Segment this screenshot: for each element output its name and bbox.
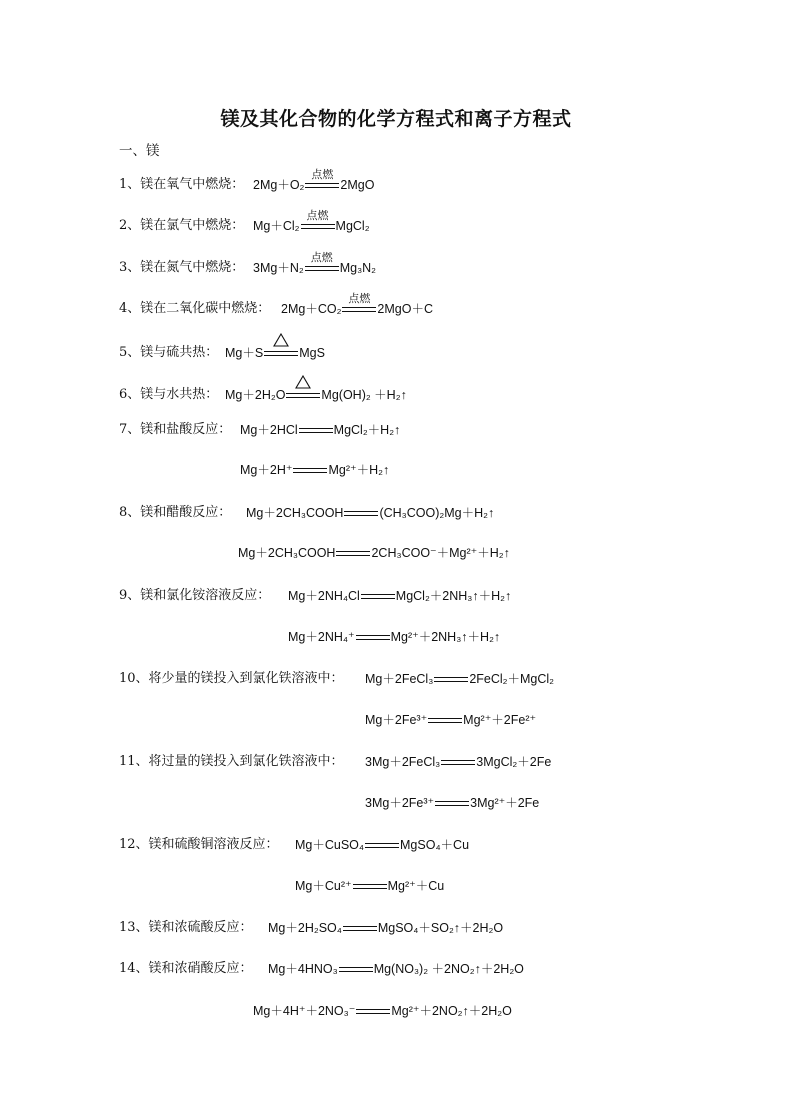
equation-products: 3MgCl₂＋2Fe bbox=[476, 755, 552, 769]
equals-bar bbox=[343, 926, 377, 927]
equation bbox=[225, 386, 407, 404]
equals-bar bbox=[293, 468, 327, 469]
equation bbox=[288, 628, 500, 646]
equation-reactants: Mg＋2FeCl₃ bbox=[365, 672, 434, 686]
equals-bar bbox=[435, 805, 469, 806]
equation-products: Mg²⁺＋2Fe²⁺ bbox=[463, 713, 537, 727]
equation bbox=[246, 504, 494, 522]
equation-products: Mg(OH)₂ ＋H₂↑ bbox=[321, 388, 407, 402]
equation-products: Mg₃N₂ bbox=[339, 261, 377, 275]
equals-sign bbox=[353, 883, 387, 891]
equation-reactants: Mg＋2H₂O bbox=[225, 388, 286, 402]
equals-bar bbox=[428, 718, 462, 719]
equals-bar bbox=[336, 555, 370, 556]
equation-products: 2MgO＋C bbox=[377, 302, 433, 316]
equals-bar bbox=[435, 801, 469, 802]
equation-products: Mg(NO₃)₂ ＋2NO₂↑＋2H₂O bbox=[373, 962, 524, 976]
equation-label: 14、镁和浓硝酸反应： bbox=[119, 961, 253, 976]
equation-reactants: Mg＋2NH₄⁺ bbox=[288, 630, 355, 644]
equals-bar bbox=[293, 472, 327, 473]
equals-sign bbox=[342, 291, 376, 314]
equals-sign bbox=[305, 167, 339, 190]
reaction-condition: 点燃 bbox=[306, 208, 329, 222]
equals-bar bbox=[299, 432, 333, 433]
equals-sign bbox=[336, 550, 370, 558]
equals-sign bbox=[365, 842, 399, 850]
equals-bar bbox=[353, 888, 387, 889]
equation-reactants: Mg＋2CH₃COOH bbox=[246, 506, 344, 520]
equation-reactants: Mg＋2HCl bbox=[240, 423, 298, 437]
reaction-condition: 点燃 bbox=[311, 167, 334, 181]
equals-bar bbox=[365, 847, 399, 848]
equation-label: 12、镁和硫酸铜溶液反应： bbox=[119, 837, 279, 852]
equation-products: MgCl₂＋H₂↑ bbox=[333, 423, 401, 437]
equation bbox=[253, 250, 377, 277]
equation-label: 10、将少量的镁投入到氯化铁溶液中： bbox=[119, 671, 344, 686]
equation bbox=[238, 544, 510, 562]
equation bbox=[253, 1002, 512, 1020]
equals-sign bbox=[344, 510, 378, 518]
equals-bar bbox=[356, 1009, 390, 1010]
equation-reactants: Mg＋2H⁺ bbox=[240, 463, 293, 477]
equals-bar bbox=[342, 311, 376, 312]
equation-reactants: Mg＋CuSO₄ bbox=[295, 838, 365, 852]
equals-sign bbox=[361, 593, 395, 601]
equals-sign bbox=[356, 1008, 390, 1016]
equation-products: MgS bbox=[299, 346, 325, 360]
equation-products: Mg²⁺＋2NH₃↑＋H₂↑ bbox=[390, 630, 501, 644]
equation bbox=[295, 877, 444, 895]
heat-triangle-icon bbox=[273, 333, 289, 347]
equation-products: (CH₃COO)₂Mg＋H₂↑ bbox=[379, 506, 495, 520]
equation-products: 2CH₃COO⁻＋Mg²⁺＋H₂↑ bbox=[371, 546, 510, 560]
equation bbox=[365, 711, 536, 729]
equals-bar bbox=[434, 677, 468, 678]
equals-sign bbox=[356, 634, 390, 642]
equals-bar bbox=[428, 722, 462, 723]
equals-bar bbox=[305, 187, 339, 188]
equation bbox=[365, 794, 539, 812]
equation-reactants: 3Mg＋N₂ bbox=[253, 261, 304, 275]
heat-triangle-icon bbox=[295, 375, 311, 389]
document-title: 镁及其化合物的化学方程式和离子方程式 bbox=[220, 108, 572, 130]
equation bbox=[240, 461, 389, 479]
equals-bar bbox=[305, 183, 339, 184]
equation bbox=[253, 208, 370, 235]
equation-reactants: Mg＋S bbox=[225, 346, 264, 360]
equals-bar bbox=[441, 760, 475, 761]
equals-sign bbox=[339, 966, 373, 974]
equals-sign bbox=[435, 800, 469, 808]
equation-reactants: Mg＋2NH₄Cl bbox=[288, 589, 360, 603]
equals-sign bbox=[286, 392, 320, 400]
equals-bar bbox=[353, 884, 387, 885]
equation bbox=[365, 753, 551, 771]
equation-reactants: Mg＋Cu²⁺ bbox=[295, 879, 352, 893]
equation bbox=[365, 670, 554, 688]
equation-label: 3、镁在氮气中燃烧： bbox=[119, 260, 245, 275]
equation-products: MgCl₂ bbox=[335, 219, 370, 233]
equation-label: 9、镁和氯化铵溶液反应： bbox=[119, 588, 271, 603]
reaction-condition: 点燃 bbox=[348, 291, 371, 305]
equals-sign bbox=[301, 208, 335, 231]
equation bbox=[281, 291, 433, 318]
equals-bar bbox=[365, 843, 399, 844]
equation-label: 6、镁与水共热： bbox=[119, 387, 219, 402]
equals-bar bbox=[305, 266, 339, 267]
equation bbox=[295, 836, 469, 854]
equation-label: 5、镁与硫共热： bbox=[119, 345, 219, 360]
equation-label: 1、镁在氧气中燃烧： bbox=[119, 177, 245, 192]
equation bbox=[225, 344, 325, 362]
equation-products: MgCl₂＋2NH₃↑＋H₂↑ bbox=[395, 589, 512, 603]
equation-products: Mg²⁺＋2NO₂↑＋2H₂O bbox=[391, 1004, 512, 1018]
equation-products: MgSO₄＋SO₂↑＋2H₂O bbox=[377, 921, 504, 935]
equals-sign bbox=[293, 467, 327, 475]
equation bbox=[268, 960, 524, 978]
equals-sign bbox=[305, 250, 339, 273]
equation-products: Mg²⁺＋H₂↑ bbox=[328, 463, 390, 477]
equals-sign bbox=[441, 759, 475, 767]
equals-sign bbox=[343, 925, 377, 933]
equals-bar bbox=[299, 428, 333, 429]
equals-bar bbox=[305, 270, 339, 271]
equals-sign bbox=[264, 350, 298, 358]
equation-reactants: 2Mg＋CO₂ bbox=[281, 302, 342, 316]
equals-bar bbox=[264, 351, 298, 352]
equals-bar bbox=[356, 635, 390, 636]
equals-bar bbox=[434, 681, 468, 682]
equals-bar bbox=[356, 1013, 390, 1014]
equation-label: 7、镁和盐酸反应： bbox=[119, 422, 232, 437]
equation-products: 2FeCl₂＋MgCl₂ bbox=[469, 672, 555, 686]
equals-bar bbox=[301, 224, 335, 225]
equals-bar bbox=[356, 639, 390, 640]
equation-products: 3Mg²⁺＋2Fe bbox=[470, 796, 540, 810]
equals-sign bbox=[299, 427, 333, 435]
equation-reactants: 2Mg＋O₂ bbox=[253, 178, 305, 192]
equals-sign bbox=[434, 676, 468, 684]
equation bbox=[268, 919, 503, 937]
equals-bar bbox=[441, 764, 475, 765]
equation bbox=[240, 421, 400, 439]
equals-bar bbox=[339, 971, 373, 972]
equation-reactants: Mg＋2H₂SO₄ bbox=[268, 921, 342, 935]
equals-bar bbox=[361, 598, 395, 599]
equation-label: 8、镁和醋酸反应： bbox=[119, 505, 232, 520]
equals-bar bbox=[286, 393, 320, 394]
equals-sign bbox=[428, 717, 462, 725]
equals-bar bbox=[301, 228, 335, 229]
equals-bar bbox=[342, 307, 376, 308]
equation-products: Mg²⁺＋Cu bbox=[387, 879, 445, 893]
equals-bar bbox=[361, 594, 395, 595]
equals-bar bbox=[336, 551, 370, 552]
equals-bar bbox=[344, 511, 378, 512]
equation-label: 2、镁在氯气中燃烧： bbox=[119, 218, 245, 233]
equation-reactants: Mg＋4H⁺＋2NO₃⁻ bbox=[253, 1004, 356, 1018]
equals-bar bbox=[264, 355, 298, 356]
equation bbox=[288, 587, 511, 605]
equation-reactants: 3Mg＋2Fe³⁺ bbox=[365, 796, 435, 810]
equation-label: 4、镁在二氧化碳中燃烧： bbox=[119, 301, 271, 316]
equation-label: 13、镁和浓硫酸反应： bbox=[119, 920, 253, 935]
section-heading: 一、镁 bbox=[119, 143, 160, 159]
equation-products: 2MgO bbox=[340, 178, 375, 192]
equals-bar bbox=[343, 930, 377, 931]
equals-bar bbox=[339, 967, 373, 968]
reaction-condition: 点燃 bbox=[310, 250, 333, 264]
equals-bar bbox=[286, 397, 320, 398]
equation bbox=[253, 167, 375, 194]
equation-products: MgSO₄＋Cu bbox=[400, 838, 470, 852]
equation-reactants: Mg＋2Fe³⁺ bbox=[365, 713, 428, 727]
equation-reactants: 3Mg＋2FeCl₃ bbox=[365, 755, 441, 769]
equals-bar bbox=[344, 515, 378, 516]
equation-label: 11、将过量的镁投入到氯化铁溶液中： bbox=[119, 754, 344, 769]
equation-reactants: Mg＋2CH₃COOH bbox=[238, 546, 336, 560]
equation-reactants: Mg＋Cl₂ bbox=[253, 219, 300, 233]
equation-reactants: Mg＋4HNO₃ bbox=[268, 962, 338, 976]
